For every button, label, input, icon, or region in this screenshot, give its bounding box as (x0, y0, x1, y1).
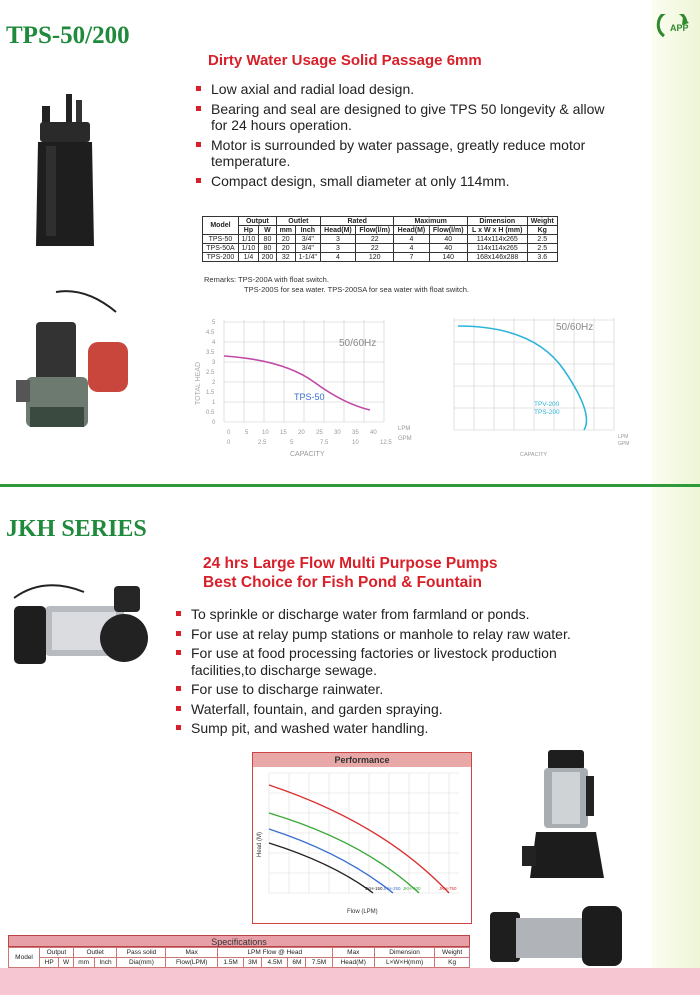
app-logo-text: APP (670, 23, 689, 33)
chart1-y-tick: 2.5 (206, 370, 215, 376)
tps-float-pump-photo (16, 282, 146, 432)
bullet-icon (176, 631, 181, 636)
table-subheader: 4.5M (262, 958, 288, 968)
table-header: Model (9, 948, 40, 968)
list-item-text: Bearing and seal are designed to give TPS 50 longevity & allow for 24 hours operation. (211, 100, 605, 133)
list-item (192, 173, 612, 190)
chart1-lpm-tick: 20 (298, 430, 305, 436)
jkh250-curve (269, 829, 393, 893)
chart2-gpm-unit: GPM (618, 441, 630, 447)
bullet-icon (176, 611, 181, 616)
table-cell: 7 (394, 253, 429, 262)
table-cell: 80 (258, 244, 276, 253)
perf-ylabel: Head (M) (257, 831, 263, 857)
table-subheader: Flow(l/m) (356, 226, 394, 235)
chart1-lpm-tick: 35 (352, 430, 359, 436)
chart2-series-a: TPV-200 (534, 401, 560, 408)
chart1-gpm-tick: 0 (227, 440, 231, 446)
jkh-subtitle (203, 554, 498, 592)
chart1-hz-label: 50/60Hz (339, 338, 377, 349)
jkh-feature-list (172, 606, 612, 740)
list-item-text: Waterfall, fountain, and garden spraying. (191, 700, 443, 717)
side-strip (652, 0, 700, 995)
table-subheader: L x W x H (mm) (467, 226, 527, 235)
table-cell: 200 (258, 253, 276, 262)
chart1-y-tick: 4 (212, 340, 216, 346)
table-cell: 114x114x265 (467, 235, 527, 244)
table-cell: 114x114x265 (467, 244, 527, 253)
jkh250-label: JKH-250 (383, 886, 401, 891)
tps-remarks (204, 275, 469, 295)
table-subheader: 3M (244, 958, 262, 968)
table-cell: 22 (356, 244, 394, 253)
perf-title: Performance (253, 753, 471, 767)
table-header: Output (40, 948, 74, 958)
bullet-icon (176, 725, 181, 730)
chart2-lpm-unit: LPM (618, 434, 629, 440)
table-cell: 22 (356, 235, 394, 244)
table-cell: 3 (320, 235, 355, 244)
chart1-lpm-unit: LPM (398, 426, 411, 432)
chart1-lpm-tick: 40 (370, 430, 377, 436)
chart1-y-tick: 1.5 (206, 390, 215, 396)
table-subheader: Head(M) (394, 226, 429, 235)
table-cell: TPS-200 (203, 253, 239, 262)
list-item-text: For use at relay pump stations or manhole to relay raw water. (191, 625, 571, 642)
remark-line: TPS-200S for sea water. TPS-200SA for sea water with float switch. (244, 285, 469, 294)
table-subheader: W (59, 958, 74, 968)
list-item (172, 720, 612, 737)
chart1-y-tick: 0 (212, 420, 216, 426)
table-cell: 120 (356, 253, 394, 262)
app-logo (656, 14, 696, 48)
spec-title: Specifications (8, 935, 470, 947)
table-subheader: Head(M) (320, 226, 355, 235)
tps-title: TPS-50/200 (6, 22, 130, 49)
table-cell: 20 (276, 244, 295, 253)
bullet-icon (176, 706, 181, 711)
jkh-horizontal-pump-photo (486, 902, 636, 972)
table-row (203, 244, 558, 253)
list-item (192, 137, 612, 170)
jkh-subtitle-line-1: 24 hrs Large Flow Multi Purpose Pumps (203, 555, 498, 572)
list-item-text: For use at food processing factories or livestock production facilities,to discharge sewage. (191, 645, 557, 678)
table-cell: TPS-50A (203, 244, 239, 253)
table-header: Weight (527, 217, 557, 226)
table-header: Max (332, 948, 374, 958)
table-header: Rated (320, 217, 394, 226)
table-subheader: Kg (527, 226, 557, 235)
tps-pump-photo (32, 86, 112, 256)
bullet-icon (176, 650, 181, 655)
bullet-icon (196, 142, 201, 147)
table-header: Model (203, 217, 239, 235)
chart1-y-tick: 5 (212, 320, 216, 326)
list-item (172, 645, 612, 678)
table-subheader: 6M (288, 958, 306, 968)
table-subheader: HP (40, 958, 59, 968)
chart1-y-tick: 0.5 (206, 410, 215, 416)
section-divider (0, 484, 700, 487)
chart1-gpm-tick: 7.5 (320, 440, 329, 446)
chart1-gpm-tick: 5 (290, 440, 294, 446)
tps-spec-table (202, 216, 558, 262)
table-header: Weight (435, 948, 470, 958)
table-subheader: Inch (94, 958, 117, 968)
tps50-curve-chart (194, 310, 424, 460)
chart1-lpm-tick: 5 (245, 430, 249, 436)
table-subheader: L×W×H(mm) (374, 958, 434, 968)
table-subheader: Dia(mm) (117, 958, 166, 968)
table-header: Dimension (467, 217, 527, 226)
bullet-icon (196, 178, 201, 183)
perf-xlabel: Flow (LPM) (347, 909, 378, 915)
table-cell: 80 (258, 235, 276, 244)
table-subheader: W (258, 226, 276, 235)
chart1-gpm-tick: 12.5 (380, 440, 392, 446)
table-cell: 3/4" (295, 235, 320, 244)
list-item-text: Motor is surrounded by water passage, greatly reduce motor temperature. (211, 136, 586, 169)
chart1-y-tick: 2 (212, 380, 216, 386)
chart1-xlabel: CAPACITY (290, 451, 325, 458)
jkh-performance-chart (252, 752, 472, 924)
jkh-pump-photo (4, 578, 164, 688)
table-subheader: mm (276, 226, 295, 235)
table-cell: 32 (276, 253, 295, 262)
table-cell: 3.6 (527, 253, 557, 262)
jkh750-label: JKH-750 (439, 886, 457, 891)
list-item-text: Sump pit, and washed water handling. (191, 720, 429, 736)
chart1-lpm-tick: 15 (280, 430, 287, 436)
table-row (203, 253, 558, 262)
jkh-subtitle-line-2: Best Choice for Fish Pond & Fountain (203, 574, 482, 591)
tps-subtitle: Dirty Water Usage Solid Passage 6mm (208, 52, 482, 69)
list-item (172, 606, 612, 623)
jkh400-label: JKH-400 (403, 886, 421, 891)
table-cell: 3 (320, 244, 355, 253)
chart1-lpm-tick: 10 (262, 430, 269, 436)
list-item (172, 681, 612, 698)
table-subheader: Kg (435, 958, 470, 968)
table-subheader: Inch (295, 226, 320, 235)
chart1-gpm-unit: GPM (398, 436, 412, 442)
table-cell: 1/10 (238, 244, 258, 253)
list-item (172, 701, 612, 718)
table-header: LPM Flow @ Head (218, 948, 333, 958)
table-header: Pass solid (117, 948, 166, 958)
table-cell: TPS-50 (203, 235, 239, 244)
bullet-icon (196, 106, 201, 111)
chart1-lpm-tick: 25 (316, 430, 323, 436)
table-header: Outlet (276, 217, 320, 226)
jkh-vertical-pump-photo (522, 746, 614, 886)
chart1-gpm-tick: 2.5 (258, 440, 267, 446)
jkh-title: JKH SERIES (6, 516, 147, 542)
list-item-text: To sprinkle or discharge water from farmland or ponds. (191, 606, 530, 622)
table-subheader: Head(M) (332, 958, 374, 968)
chart1-series-label: TPS-50 (294, 392, 325, 402)
table-subheader: Flow(l/m) (429, 226, 467, 235)
bullet-icon (176, 686, 181, 691)
table-subheader: Flow(LPM) (166, 958, 218, 968)
table-cell: 4 (394, 244, 429, 253)
table-cell: 4 (394, 235, 429, 244)
chart1-lpm-tick: 30 (334, 430, 341, 436)
table-cell: 4 (320, 253, 355, 262)
list-item (192, 81, 612, 98)
chart1-lpm-tick: 0 (227, 430, 231, 436)
table-cell: 2.5 (527, 235, 557, 244)
table-header: Max (166, 948, 218, 958)
table-subheader: Hp (238, 226, 258, 235)
table-row (9, 958, 470, 968)
table-header: Dimension (374, 948, 434, 958)
table-cell: 2.5 (527, 244, 557, 253)
table-cell: 1/10 (238, 235, 258, 244)
table-cell: 1-1/4" (295, 253, 320, 262)
chart1-y-tick: 3 (212, 360, 216, 366)
chart2-xlabel: CAPACITY (520, 452, 548, 458)
list-item (172, 626, 612, 643)
bullet-icon (196, 86, 201, 91)
chart2-hz-label: 50/60Hz (556, 322, 594, 333)
table-header: Outlet (73, 948, 117, 958)
table-subheader: 7.5M (306, 958, 332, 968)
table-cell: 3/4" (295, 244, 320, 253)
chart1-ylabel: TOTAL HEAD (195, 361, 202, 405)
chart1-y-tick: 1 (212, 400, 216, 406)
table-subheader: mm (73, 958, 94, 968)
list-item (192, 101, 612, 134)
remark-line: Remarks: TPS-200A with float switch. (204, 275, 329, 284)
chart2-series-b: TPS-200 (534, 409, 560, 416)
table-cell: 1/4 (238, 253, 258, 262)
bottom-band (0, 968, 700, 995)
chart1-gpm-tick: 10 (352, 440, 359, 446)
tps-feature-list (192, 81, 612, 192)
table-cell: 40 (429, 235, 467, 244)
table-row (203, 235, 558, 244)
chart1-y-tick: 3.5 (206, 350, 215, 356)
tps200-curve (458, 326, 587, 430)
table-cell: 40 (429, 244, 467, 253)
table-row (9, 948, 470, 958)
table-subheader: 1.5M (218, 958, 244, 968)
tps200-curve-chart (434, 310, 639, 460)
table-cell: 20 (276, 235, 295, 244)
chart1-y-tick: 4.5 (206, 330, 215, 336)
table-cell: 140 (429, 253, 467, 262)
list-item-text: For use to discharge rainwater. (191, 681, 384, 697)
table-header: Maximum (394, 217, 468, 226)
table-cell: 168x146x288 (467, 253, 527, 262)
list-item-text: Compact design, small diameter at only 114mm. (211, 172, 510, 189)
jkh150-label: JKH-150 (365, 886, 383, 891)
table-header: Output (238, 217, 276, 226)
list-item-text: Low axial and radial load design. (211, 81, 415, 97)
